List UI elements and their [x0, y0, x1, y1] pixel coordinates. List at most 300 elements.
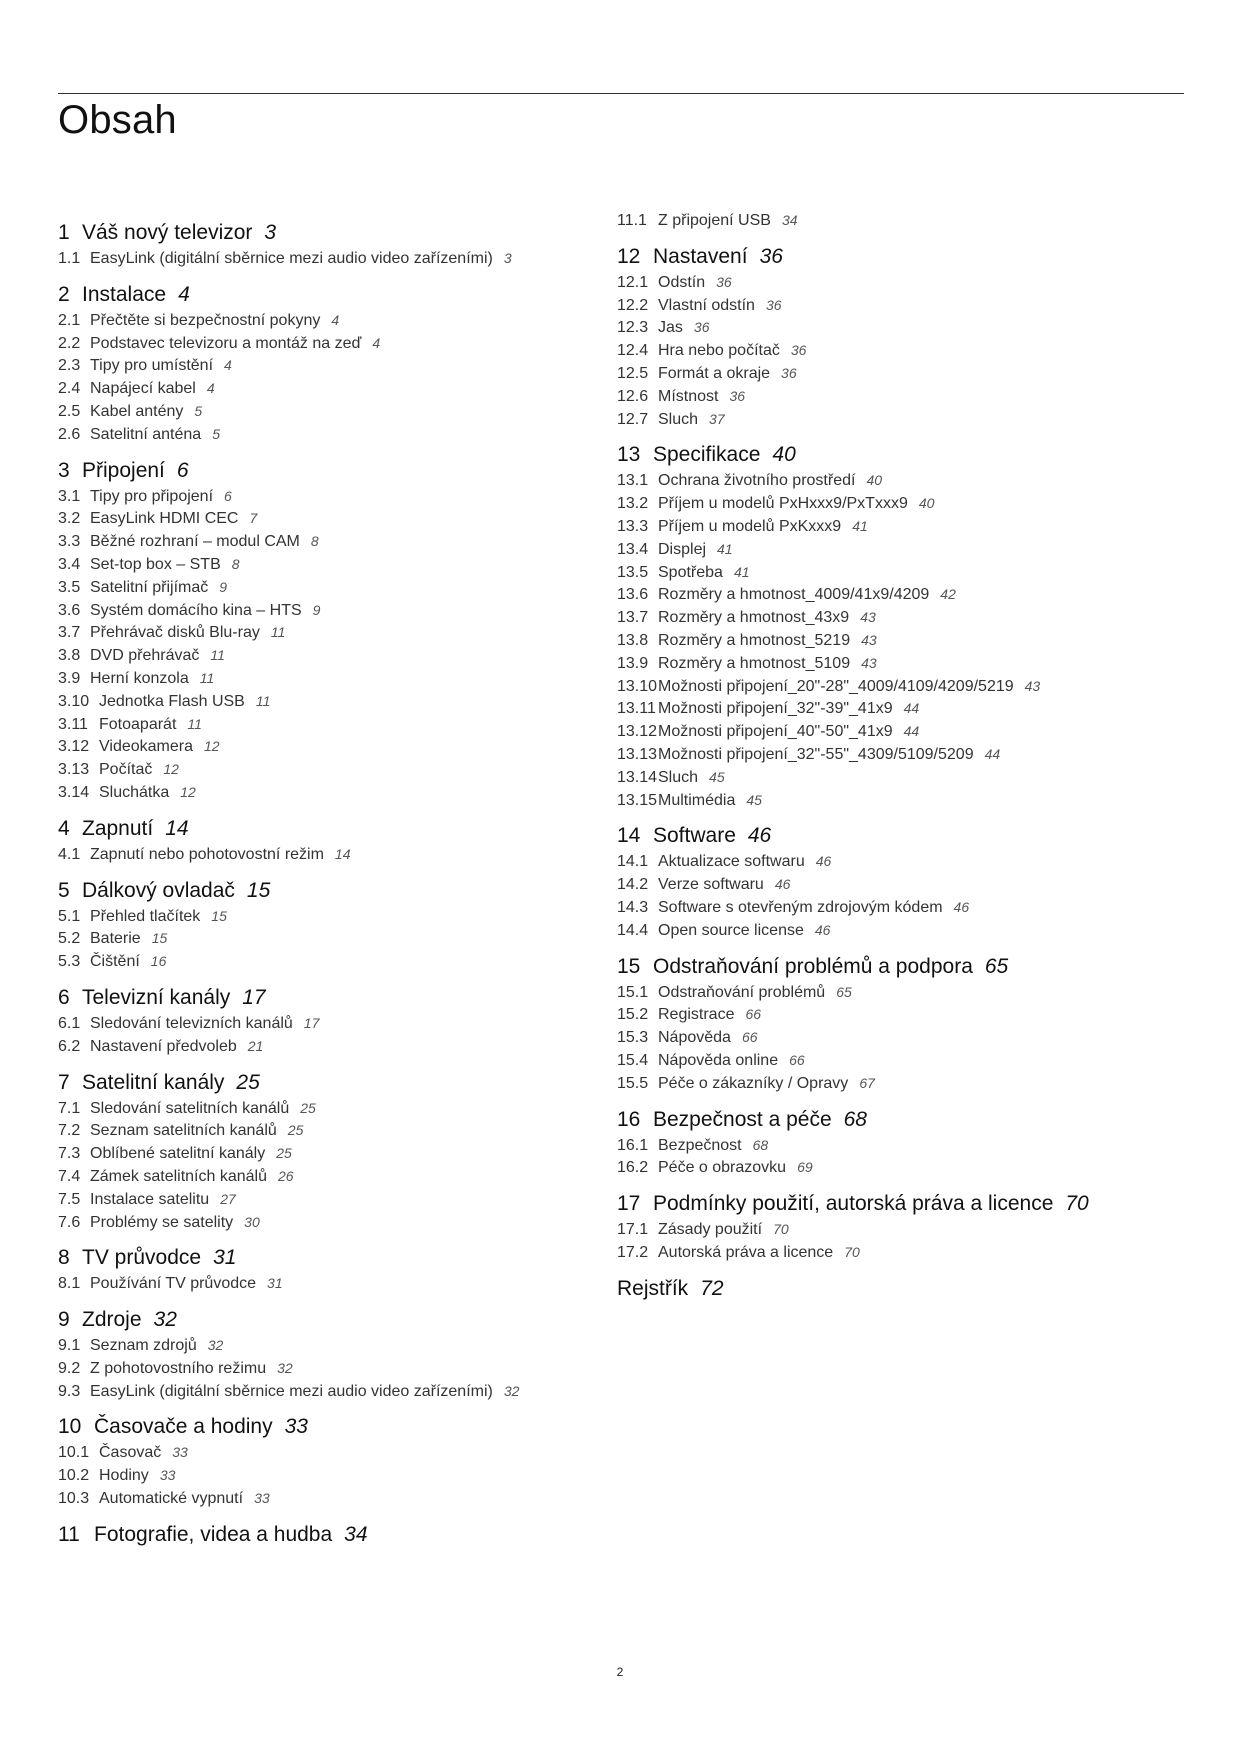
toc-entry [617, 720, 1177, 743]
entry-page-number: 32 [277, 1359, 293, 1376]
toc-entry [617, 294, 1177, 317]
entry-title: Zásady použití [658, 1221, 763, 1239]
toc-entry [58, 377, 618, 400]
entry-page-number: 44 [903, 723, 920, 740]
toc-entry [58, 1035, 618, 1058]
chapter-number: 3 [58, 458, 70, 482]
toc-entry [58, 1012, 618, 1035]
entry-number: 1.1 [58, 250, 81, 267]
chapter-title: Váš nový televizor [82, 221, 253, 244]
toc-entry [58, 667, 618, 690]
toc-entry [617, 919, 1177, 942]
entry-title: Péče o zákazníky / Opravy [658, 1074, 849, 1092]
entry-number: 16.2 [617, 1159, 649, 1177]
chapter-title: TV průvodce [82, 1246, 202, 1270]
toc-entry [617, 515, 1177, 538]
chapter-heading [617, 1274, 1177, 1303]
entry-page-number: 17 [303, 1014, 320, 1031]
chapter-heading [617, 1105, 1177, 1134]
toc-chapter [58, 1305, 618, 1402]
entry-number: 13.3 [617, 517, 649, 535]
chapter-page-number: 72 [700, 1276, 724, 1300]
entry-title: Sluchátka [99, 783, 170, 801]
entry-page-number: 11 [270, 624, 286, 641]
entry-title: Oblíbené satelitní kanály [90, 1145, 266, 1163]
entry-page-number: 14 [334, 845, 351, 862]
chapter-number: 5 [58, 878, 70, 902]
chapter-heading [58, 1520, 618, 1549]
entry-page-number: 26 [277, 1167, 294, 1184]
entry-page-number: 40 [918, 495, 935, 512]
chapter-title: Specifikace [653, 443, 761, 467]
entry-page-number: 43 [860, 609, 876, 626]
entry-page-number: 31 [267, 1275, 283, 1292]
toc-entry [617, 1003, 1177, 1026]
toc-entry [58, 247, 618, 270]
toc-chapter [617, 1105, 1177, 1180]
entry-page-number: 41 [733, 563, 750, 580]
entry-page-number: 11 [187, 715, 202, 732]
toc-entry [617, 896, 1177, 919]
entry-title: Formát a okraje [658, 364, 771, 382]
entry-page-number: 11 [255, 692, 271, 709]
toc-entry [617, 1049, 1177, 1072]
entry-title: Běžné rozhraní – modul CAM [90, 533, 300, 551]
entry-page-number: 37 [709, 410, 725, 427]
chapter-heading [58, 1243, 618, 1272]
entry-title: Rozměry a hmotnost_5109 [658, 654, 851, 672]
entry-number: 14.4 [617, 921, 649, 939]
toc-entry [617, 339, 1177, 362]
entry-page-number: 3 [503, 250, 512, 266]
chapter-heading [58, 1068, 618, 1097]
chapter-number: 4 [58, 816, 70, 840]
chapter-number: 16 [617, 1107, 641, 1131]
toc-entry [58, 713, 618, 736]
chapter-number: 2 [58, 282, 70, 306]
entry-number: 3.7 [58, 624, 81, 642]
entry-title: Problémy se satelity [90, 1213, 234, 1231]
entry-page-number: 68 [752, 1136, 769, 1153]
toc-entry [58, 1487, 618, 1510]
entry-title: EasyLink (digitální sběrnice mezi audio video zařízeními) [90, 1382, 493, 1400]
chapter-page-number: 31 [213, 1246, 237, 1270]
chapter-page-number: 15 [246, 878, 271, 902]
entry-page-number: 32 [207, 1337, 224, 1354]
entry-number: 7.3 [58, 1145, 81, 1163]
entry-page-number: 12 [203, 738, 220, 755]
entry-title: Open source license [658, 921, 804, 939]
entry-title: Spotřeba [658, 563, 723, 581]
entry-page-number: 27 [220, 1190, 236, 1207]
entry-number: 5.1 [58, 907, 81, 925]
toc-entry [58, 1441, 618, 1464]
entry-number: 13.1 [617, 472, 649, 490]
page-number: 2 [616, 1665, 624, 1679]
entry-number: 12.5 [617, 364, 649, 382]
entry-page-number: 33 [159, 1467, 176, 1484]
entry-title: Automatické vypnutí [99, 1490, 244, 1508]
entry-title: Instalace satelitu [90, 1190, 210, 1208]
entry-title: Bezpečnost [658, 1136, 742, 1154]
entry-number: 9.2 [58, 1359, 81, 1377]
toc-chapter [58, 1412, 618, 1509]
chapter-title: Fotografie, videa a hudba [94, 1522, 333, 1546]
entry-page-number: 25 [276, 1145, 292, 1162]
entry-number: 3.1 [58, 487, 81, 505]
entry-number: 2.5 [58, 402, 81, 420]
toc-entry [617, 561, 1177, 584]
chapter-title: Televizní kanály [82, 985, 231, 1009]
entry-title: EasyLink (digitální sběrnice mezi audio video zařízeními) [90, 250, 493, 267]
chapter-title: Dálkový ovladač [82, 878, 235, 902]
entry-page-number: 40 [866, 472, 883, 489]
entry-number: 7.1 [58, 1099, 81, 1117]
toc-entry [617, 408, 1177, 431]
toc-chapter [58, 456, 618, 804]
entry-number: 12.7 [617, 410, 649, 428]
toc-left-column [58, 218, 618, 1549]
entry-title: Fotoaparát [99, 715, 177, 733]
toc-entry [58, 644, 618, 667]
entry-title: Vlastní odstín [658, 296, 755, 314]
toc-chapter [58, 218, 618, 270]
toc-entry [617, 873, 1177, 896]
entry-title: Nastavení předvoleb [90, 1037, 237, 1055]
chapter-heading [617, 952, 1177, 981]
entry-title: Set-top box – STB [90, 555, 221, 573]
entry-title: Čištění [90, 953, 140, 971]
entry-number: 13.11 [617, 700, 656, 718]
entry-page-number: 9 [219, 578, 228, 595]
toc-entry [58, 621, 618, 644]
entry-number: 15.1 [617, 983, 649, 1001]
toc-right-column [617, 209, 1177, 1303]
entry-title: Přečtěte si bezpečnostní pokyny [90, 311, 321, 329]
toc-entry [617, 209, 1177, 232]
entry-page-number: 6 [224, 487, 232, 504]
entry-number: 10.2 [58, 1467, 90, 1485]
chapter-page-number: 33 [284, 1415, 308, 1439]
entry-title: Napájecí kabel [90, 380, 196, 398]
entry-title: Multimédia [658, 791, 736, 809]
entry-number: 7.6 [58, 1213, 81, 1231]
entry-page-number: 70 [844, 1243, 860, 1260]
entry-page-number: 30 [244, 1213, 260, 1230]
entry-title: Příjem u modelů PxHxxx9/PxTxxx9 [658, 495, 908, 513]
entry-page-number: 42 [940, 586, 956, 603]
entry-title: Sledování satelitních kanálů [90, 1099, 290, 1117]
entry-page-number: 25 [287, 1122, 304, 1139]
entry-page-number: 15 [211, 907, 227, 924]
chapter-page-number: 40 [772, 443, 796, 467]
toc-chapter [617, 952, 1177, 1095]
toc-entry [617, 743, 1177, 766]
toc-entry [58, 781, 618, 804]
entry-title: Časovač [99, 1444, 162, 1462]
entry-number: 2.1 [58, 311, 81, 329]
chapter-number: 10 [58, 1415, 82, 1439]
entry-number: 14.3 [617, 898, 649, 916]
entry-title: Tipy pro umístění [90, 357, 214, 375]
toc-entry [617, 1072, 1177, 1095]
entry-page-number: 4 [372, 334, 381, 351]
entry-number: 9.1 [58, 1337, 81, 1355]
entry-title: Z pohotovostního režimu [90, 1359, 267, 1377]
entry-number: 10.3 [58, 1490, 90, 1508]
toc-entry [58, 758, 618, 781]
entry-page-number: 12 [180, 783, 196, 800]
toc-entry [617, 697, 1177, 720]
entry-number: 3.5 [58, 578, 81, 596]
chapter-title: Zdroje [82, 1308, 142, 1332]
entry-number: 12.2 [617, 296, 649, 314]
toc-entry [617, 850, 1177, 873]
entry-page-number: 36 [729, 387, 746, 404]
entry-page-number: 41 [717, 540, 733, 557]
chapter-number: 9 [58, 1308, 70, 1332]
entry-number: 7.4 [58, 1167, 81, 1185]
chapter-heading [617, 821, 1177, 850]
chapter-page-number: 32 [153, 1308, 177, 1332]
chapter-page-number: 6 [176, 458, 189, 482]
entry-number: 2.3 [58, 357, 81, 375]
entry-number: 3.13 [58, 761, 90, 779]
chapter-number: 6 [58, 985, 70, 1009]
entry-number: 5.2 [58, 930, 81, 948]
entry-number: 12.6 [617, 387, 649, 405]
chapter-number: 12 [617, 244, 641, 268]
chapter-heading [58, 1305, 618, 1334]
entry-number: 3.11 [58, 715, 88, 733]
chapter-page-number: 65 [984, 954, 1009, 978]
entry-page-number: 25 [300, 1099, 316, 1116]
chapter-title: Satelitní kanály [82, 1070, 225, 1094]
entry-page-number: 4 [206, 380, 215, 397]
toc-chapter [58, 876, 618, 973]
chapter-heading [58, 456, 618, 485]
chapter-page-number: 14 [165, 816, 189, 840]
entry-page-number: 16 [150, 953, 167, 970]
entry-number: 12.3 [617, 319, 649, 337]
entry-title: Nápověda [658, 1029, 731, 1047]
entry-number: 15.3 [617, 1029, 649, 1047]
toc-entry [617, 1241, 1177, 1264]
chapter-page-number: 36 [759, 244, 783, 268]
toc-chapter [58, 1068, 618, 1234]
entry-title: Příjem u modelů PxKxxx9 [658, 517, 842, 535]
toc-entry [617, 1026, 1177, 1049]
chapter-page-number: 4 [178, 282, 190, 306]
entry-title: Péče o obrazovku [658, 1159, 787, 1177]
entry-page-number: 12 [163, 761, 179, 778]
entry-title: Seznam zdrojů [90, 1337, 197, 1355]
chapter-heading [617, 242, 1177, 271]
toc-entry [58, 1272, 618, 1295]
entry-number: 3.4 [58, 555, 81, 573]
toc-entry [58, 1211, 618, 1234]
entry-number: 13.4 [617, 540, 649, 558]
entry-number: 12.4 [617, 342, 649, 360]
entry-number: 3.10 [58, 692, 90, 710]
toc-entry [58, 485, 618, 508]
entry-title: Z připojení USB [658, 212, 771, 229]
toc-entry [58, 690, 618, 713]
toc-chapter [617, 1189, 1177, 1264]
entry-number: 13.13 [617, 745, 658, 763]
toc-entry [58, 1097, 618, 1120]
entry-title: Odstraňování problémů [658, 983, 826, 1001]
toc-entry [617, 981, 1177, 1004]
toc-chapter [617, 440, 1177, 811]
entry-number: 13.8 [617, 631, 649, 649]
entry-page-number: 44 [903, 700, 920, 717]
entry-number: 3.14 [58, 783, 90, 801]
entry-title: Jas [658, 319, 683, 337]
entry-title: Odstín [658, 273, 706, 291]
entry-number: 3.2 [58, 510, 81, 528]
entry-page-number: 5 [212, 425, 220, 442]
toc-entry [58, 423, 618, 446]
entry-title: Ochrana životního prostředí [658, 472, 856, 490]
chapter-title: Rejstřík [617, 1276, 689, 1300]
entry-title: Systém domácího kina – HTS [90, 601, 302, 619]
entry-page-number: 34 [781, 212, 798, 228]
toc-entry [617, 629, 1177, 652]
entry-title: Kabel antény [90, 402, 184, 420]
toc-entry [617, 1156, 1177, 1179]
entry-number: 15.5 [617, 1074, 649, 1092]
entry-page-number: 46 [953, 898, 970, 915]
entry-title: Sluch [658, 410, 699, 428]
toc-entry [58, 950, 618, 973]
entry-number: 9.3 [58, 1382, 81, 1400]
entry-title: Displej [658, 540, 707, 558]
entry-title: Tipy pro připojení [90, 487, 214, 505]
chapter-title: Připojení [82, 458, 165, 482]
entry-number: 2.4 [58, 380, 81, 398]
entry-page-number: 5 [194, 402, 203, 419]
entry-page-number: 4 [331, 311, 340, 328]
entry-page-number: 21 [247, 1037, 264, 1054]
toc-chapter [58, 814, 618, 866]
entry-page-number: 45 [746, 791, 762, 808]
toc-entry [617, 538, 1177, 561]
entry-page-number: 36 [716, 273, 732, 290]
toc-entry [617, 606, 1177, 629]
entry-page-number: 9 [312, 601, 321, 618]
entry-page-number: 32 [503, 1382, 520, 1399]
toc-entry [617, 766, 1177, 789]
entry-page-number: 36 [790, 342, 807, 359]
entry-page-number: 43 [1024, 677, 1041, 694]
entry-title: Aktualizace softwaru [658, 853, 805, 871]
chapter-title: Podmínky použití, autorská práva a licence [653, 1192, 1054, 1216]
toc-entry [617, 362, 1177, 385]
entry-title: Sledování televizních kanálů [90, 1014, 293, 1032]
entry-title: Možnosti připojení_40"-50"_41x9 [658, 723, 893, 741]
entry-number: 13.12 [617, 723, 658, 741]
entry-number: 13.5 [617, 563, 649, 581]
entry-title: Hodiny [99, 1467, 149, 1485]
entry-number: 13.15 [617, 791, 658, 809]
toc-entry [617, 316, 1177, 339]
entry-number: 3.6 [58, 601, 81, 619]
toc-entry [58, 576, 618, 599]
entry-number: 3.12 [58, 738, 90, 756]
chapter-heading [617, 440, 1177, 469]
toc-entry [58, 1142, 618, 1165]
chapter-page-number: 46 [747, 824, 772, 848]
entry-number: 14.1 [617, 853, 649, 871]
entry-page-number: 65 [836, 983, 852, 1000]
entry-title: Podstavec televizoru a montáž na zeď [90, 334, 362, 352]
entry-title: Počítač [99, 761, 153, 779]
entry-title: Rozměry a hmotnost_4009/41x9/4209 [658, 586, 930, 604]
entry-title: Verze softwaru [658, 876, 764, 894]
chapter-title: Software [653, 824, 736, 848]
entry-number: 17.1 [617, 1221, 649, 1239]
entry-page-number: 36 [765, 296, 782, 313]
entry-title: Herní konzola [90, 669, 189, 687]
entry-title: EasyLink HDMI CEC [90, 510, 239, 528]
entry-number: 12.1 [617, 273, 649, 291]
chapter-number: 17 [617, 1192, 641, 1216]
chapter-page-number: 68 [843, 1107, 867, 1131]
toc-entry [58, 735, 618, 758]
toc-entry [58, 1188, 618, 1211]
entry-page-number: 66 [789, 1051, 805, 1068]
entry-number: 13.14 [617, 768, 658, 786]
entry-title: Zámek satelitních kanálů [90, 1167, 267, 1185]
entry-title: Rozměry a hmotnost_43x9 [658, 609, 850, 627]
entry-page-number: 43 [861, 654, 877, 671]
entry-number: 3.3 [58, 533, 81, 551]
entry-page-number: 36 [781, 364, 797, 381]
entry-page-number: 8 [310, 533, 319, 550]
chapter-title: Nastavení [653, 244, 748, 268]
entry-number: 7.2 [58, 1122, 81, 1140]
toc-chapter [58, 1243, 618, 1295]
toc-entry [58, 1464, 618, 1487]
entry-page-number: 33 [172, 1444, 188, 1461]
toc-entry [617, 271, 1177, 294]
entry-number: 8.1 [58, 1275, 81, 1293]
toc-entry [58, 530, 618, 553]
toc-entry [58, 309, 618, 332]
chapter-number: 8 [58, 1246, 70, 1270]
toc-entry [58, 905, 618, 928]
chapter-heading [58, 814, 618, 843]
entry-title: Baterie [90, 930, 141, 948]
chapter-title: Instalace [82, 282, 167, 306]
toc-entry [58, 1334, 618, 1357]
toc-entry [617, 469, 1177, 492]
toc-entry [58, 1119, 618, 1142]
entry-page-number: 15 [151, 930, 168, 947]
chapter-title: Časovače a hodiny [94, 1415, 273, 1439]
entry-title: Zapnutí nebo pohotovostní režim [90, 845, 324, 863]
entry-number: 13.10 [617, 677, 658, 695]
toc-chapter [58, 280, 618, 446]
chapter-heading [617, 1189, 1177, 1218]
chapter-heading [58, 876, 618, 905]
entry-number: 3.8 [58, 647, 81, 665]
entry-title: Registrace [658, 1006, 735, 1024]
entry-number: 4.1 [58, 845, 81, 863]
entry-title: Satelitní přijímač [90, 578, 209, 596]
entry-page-number: 46 [774, 876, 791, 893]
